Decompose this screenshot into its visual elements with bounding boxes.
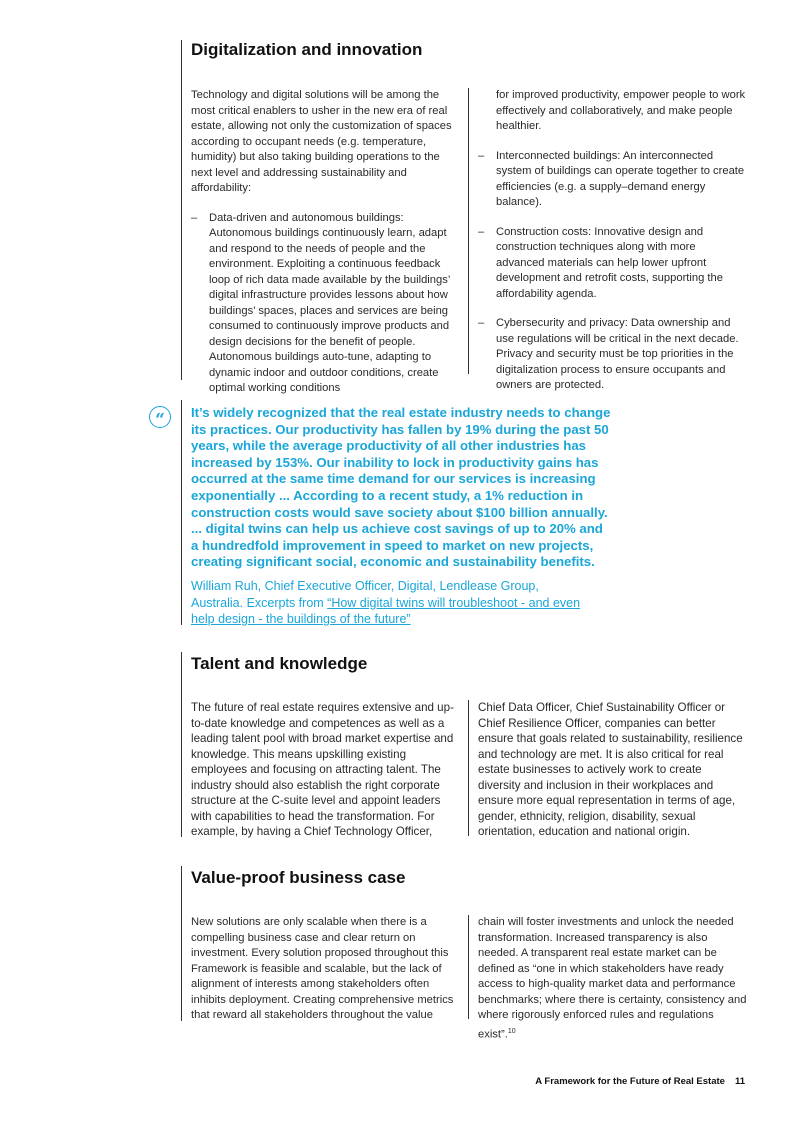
digitalization-intro: Technology and digital solutions will be among the most critical enablers to usher in the new era of real estate, allowing not only the customization of spaces according to occupant needs (e.g. temperature, humidity) but also taking building operations to the next level and addressing sustainability and affordability: — [191, 89, 452, 194]
pull-quote: It’s widely recognized that the real estate industry needs to change its practices. Our productivity has fallen by 19% during the past 50 years, while the average productivity of all other industries has increased by 153%. Our inability to lock in productivity gains has occurred at the same time demand for our services is increasing exponentially ... According to a recent study, a 1% reduction in construction costs would save society about $100 billion annually. ... digital twins can help us achieve cost savings of up to 20% and a hundredfold improvement in speed to market on new projects, creating significant social, economic and sustainability benefits. — [191, 405, 611, 570]
bullet-dash: – — [478, 317, 485, 329]
bullet-dash: – — [478, 225, 485, 238]
bullet-interconnected — [478, 149, 746, 211]
heading-talent: Talent and knowledge — [191, 654, 368, 673]
valueproof-column-left — [191, 915, 459, 1024]
talent-text-right: Chief Data Officer, Chief Sustainability Officer or Chief Resilience Officer, companies can better ensure that goals related to sustainability, resilience and technology are met. It is also critical for real estate businesses to actively work to create diversity and inclusion in their workplaces and ensure more equal representation in terms of age, gender, ethnicity, religion, disability, sexual orientation, education and national origin. — [478, 701, 743, 838]
heading-valueproof: Value-proof business case — [191, 868, 406, 887]
valueproof-column-right — [478, 915, 748, 1043]
bullet-construction-costs-text: Construction costs: Innovative design and construction techniques along with more advanced materials can help lower upfront development and retrofit costs, supporting the affordability agenda. — [496, 225, 723, 300]
attribution-text: William Ruh, Chief Executive Officer, Digital, Lendlease Group, Australia. Excerpts from — [191, 579, 539, 610]
talent-text-left: The future of real estate requires extensive and up-to-date knowledge and competences as well as a leading talent pool with broad market expertise and knowledge. This means upskilling existing employees and focusing on attracting talent. The industry should also establish the right corporate structure at the C-suite level and appoint leaders with capabilities to head the transformation. For example, by having a Chief Technology Officer, — [191, 701, 454, 838]
bullet-cybersecurity-text: Cybersecurity and privacy: Data ownership and use regulations will be critical in the next decade. Privacy and security must be top priorities in the digitalization process to ensure occupants and owners are protected. — [496, 317, 739, 391]
section-rule-valueproof — [181, 866, 182, 1021]
column-divider-digitalization — [468, 88, 469, 374]
section-rule-quote — [181, 400, 182, 625]
column-divider-valueproof — [468, 915, 469, 1019]
bullet-data-driven — [191, 211, 463, 397]
footnote-marker[interactable]: 10 — [507, 1027, 516, 1035]
source-article-link[interactable]: “How digital twins will troubleshoot - and even help design - the buildings of the future” — [191, 595, 581, 626]
column-divider-talent — [468, 700, 469, 836]
valueproof-text-left: New solutions are only scalable when there is a compelling business case and clear return on investment. Every solution proposed throughout this Framework is feasible and scalable, but the lack of alignment of interests among stakeholders often inhibits deployment. Creating comprehensive metrics that reward all stakeholders throughout the value — [191, 916, 454, 1021]
valueproof-text-right-body: chain will foster investments and unlock the needed transformation. Increased transparency is also needed. A transparent real estate market can be defined as “one in which stakeholders have ready access to high-quality market data and performance benchmarks; where there is certainty, consistency and where rigorously enforced rules and regulations exist”. — [478, 916, 747, 1041]
talent-column-left — [191, 700, 459, 840]
section-rule-digitalization — [181, 40, 182, 380]
quote-attribution — [191, 578, 591, 628]
section-rule-talent — [181, 652, 182, 837]
heading-digitalization: Digitalization and innovation — [191, 40, 423, 59]
bullet-interconnected-text: Interconnected buildings: An interconnected system of buildings can operate together to create efficiencies (e.g. a supply–demand energy balance). — [496, 149, 745, 208]
quote-icon: “ — [149, 406, 171, 428]
valueproof-text-right — [478, 915, 748, 1043]
bullet-dash: – — [191, 211, 198, 224]
footer-title: A Framework for the Future of Real Estate — [535, 1076, 725, 1087]
bullet-construction-costs — [478, 225, 746, 303]
bullet-data-driven-text: Data-driven and autonomous buildings: Autonomous buildings continuously learn, adapt and respond to the needs of people and the environment. Exploiting a continuous feedback loop of rich data made available by the buildings’ digital infrastructure provides lessons about how buildings’ spaces, places and services are being consumed to continuously improve products and design decisions for the benefit of people. Autonomous buildings auto-tune, adapting to dynamic indoor and outdoor conditions, create optimal working conditions — [209, 211, 450, 394]
bullet-cybersecurity — [478, 316, 746, 394]
digitalization-column-right — [478, 88, 746, 394]
talent-column-right — [478, 700, 746, 840]
bullet-dash: – — [478, 149, 485, 162]
bullet-data-driven-continued: for improved productivity, empower people to work effectively and collaboratively, and make people healthier. — [496, 89, 746, 132]
page-footer — [535, 1076, 745, 1087]
page-number: 11 — [734, 1076, 745, 1087]
digitalization-column-left — [191, 88, 463, 397]
